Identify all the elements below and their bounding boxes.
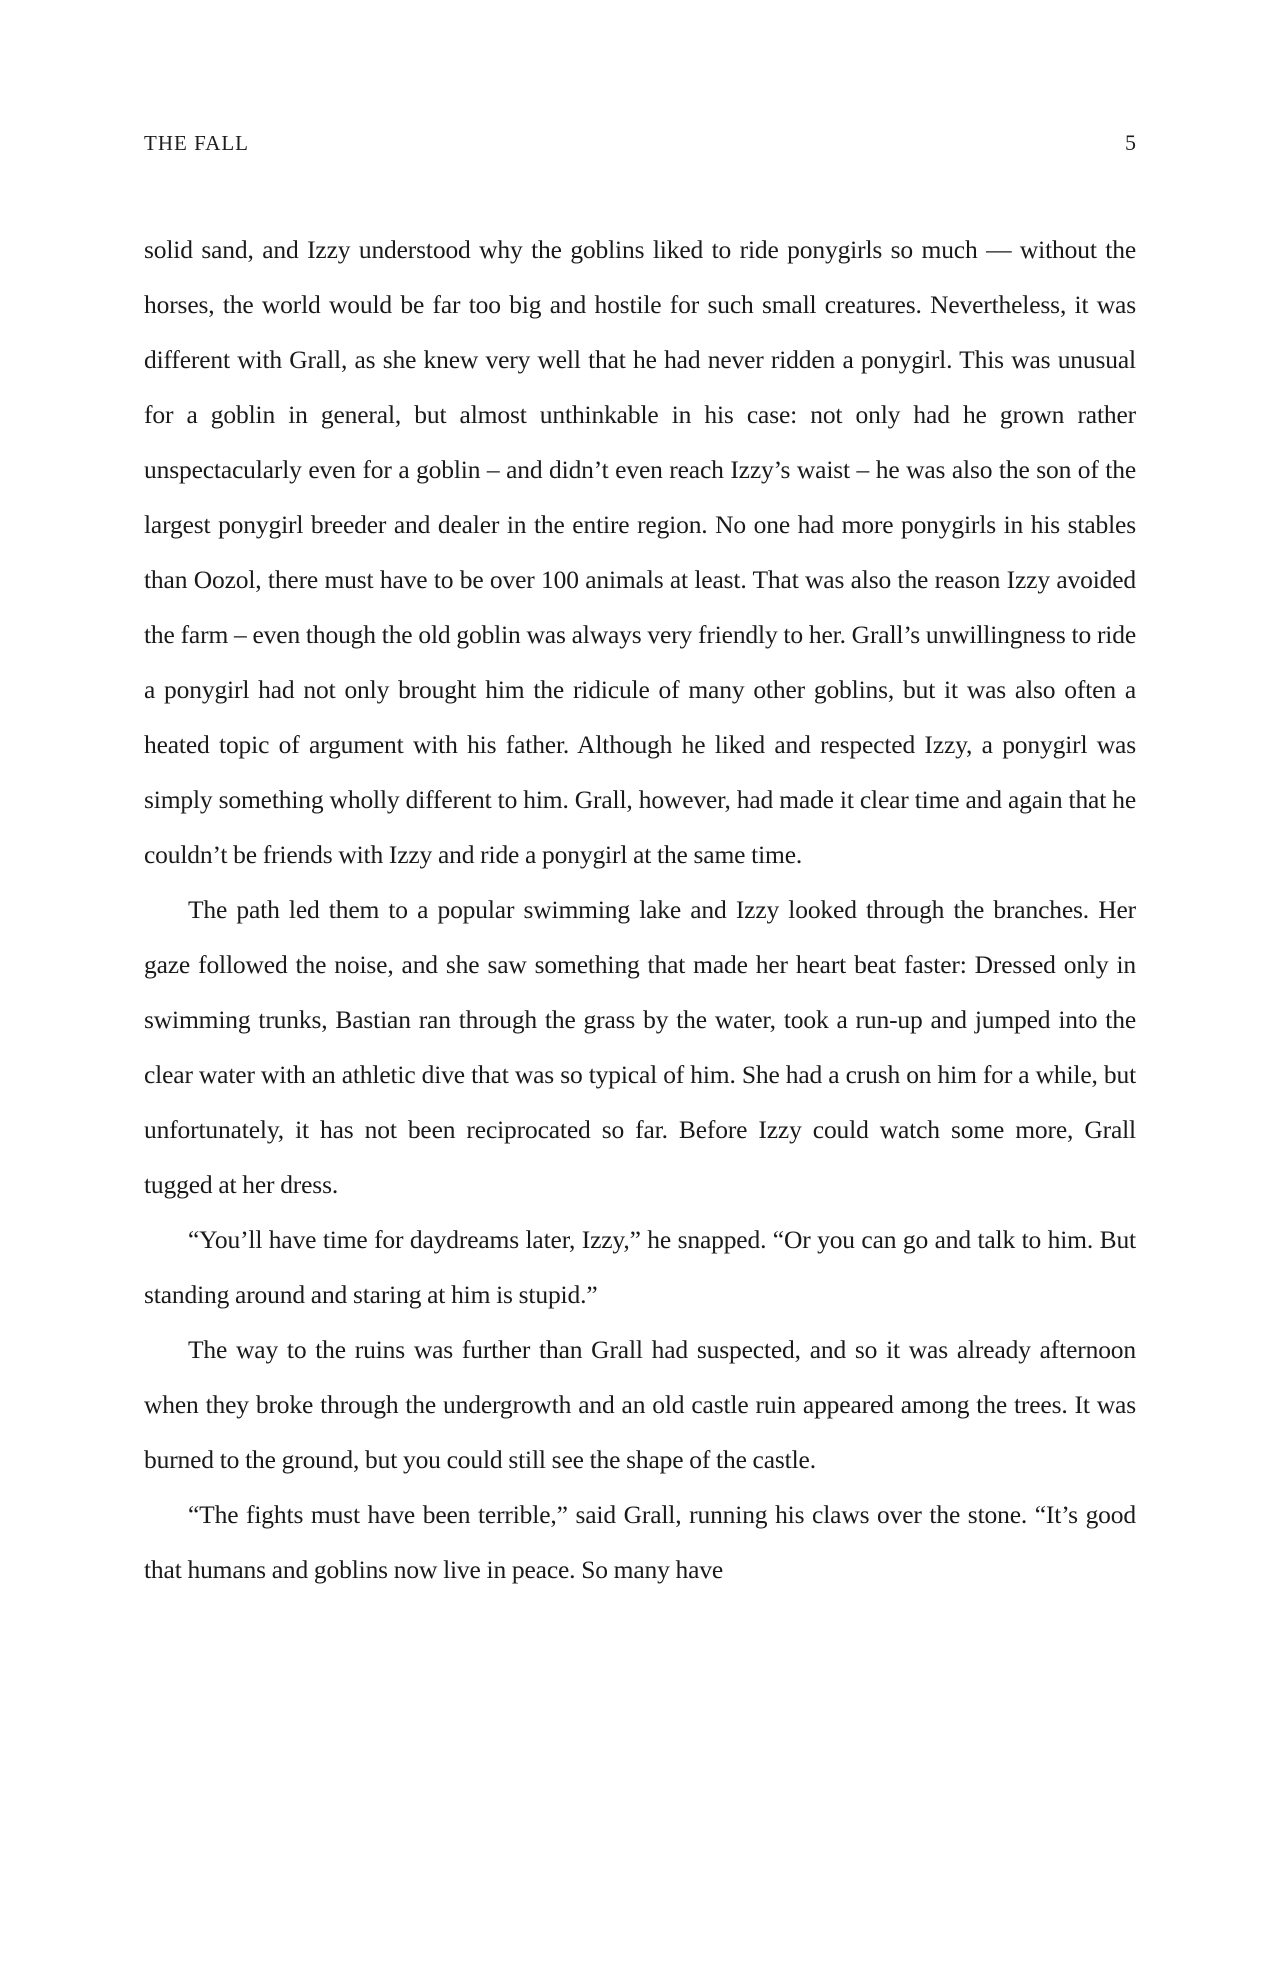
page-number: 5	[1125, 130, 1136, 155]
body-text-block	[144, 222, 1136, 1597]
running-head	[144, 130, 1136, 158]
paragraph: “The fights must have been terrible,” said Grall, running his claws over the stone. “It’s good that humans and goblins now live in peace. So many have	[144, 1500, 1136, 1584]
paragraph: The way to the ruins was further than Grall had suspected, and so it was already afternoon when they broke through the undergrowth and an old castle ruin appeared among the trees. It was burned to the ground, but you could still see the shape of the castle.	[144, 1335, 1136, 1474]
paragraph: solid sand, and Izzy understood why the goblins liked to ride ponygirls so much — without the horses, the world would be far too big and hostile for such small creatures. Nevertheless, it was different with Grall, as she knew very well that he had never ridden a ponygirl. This was unusual for a goblin in general, but almost unthinkable in his case: not only had he grown rather unspectacularly even for a goblin – and didn’t even reach Izzy’s waist – he was also the son of the largest ponygirl breeder and dealer in the entire region. No one had more ponygirls in his stables than Oozol, there must have to be over 100 animals at least. That was also the reason Izzy avoided the farm – even though the old goblin was always very friendly to her. Grall’s unwillingness to ride a ponygirl had not only brought him the ridicule of many other goblins, but it was also often a heated topic of argument with his father. Although he liked and respected Izzy, a ponygirl was simply something wholly different to him. Grall, however, had made it clear time and again that he couldn’t be friends with Izzy and ride a ponygirl at the same time.	[144, 235, 1136, 869]
running-head-title: THE FALL	[144, 131, 250, 155]
paragraph: “You’ll have time for daydreams later, Izzy,” he snapped. “Or you can go and talk to him. But standing around and staring at him is stupid.”	[144, 1225, 1136, 1309]
paragraph: The path led them to a popular swimming lake and Izzy looked through the branches. Her gaze followed the noise, and she saw something that made her heart beat faster: Dressed only in swimming trunks, Bastian ran through the grass by the water, took a run-up and jumped into the clear water with an athletic dive that was so typical of him. She had a crush on him for a while, but unfortunately, it has not been reciprocated so far. Before Izzy could watch some more, Grall tugged at her dress.	[144, 895, 1136, 1199]
